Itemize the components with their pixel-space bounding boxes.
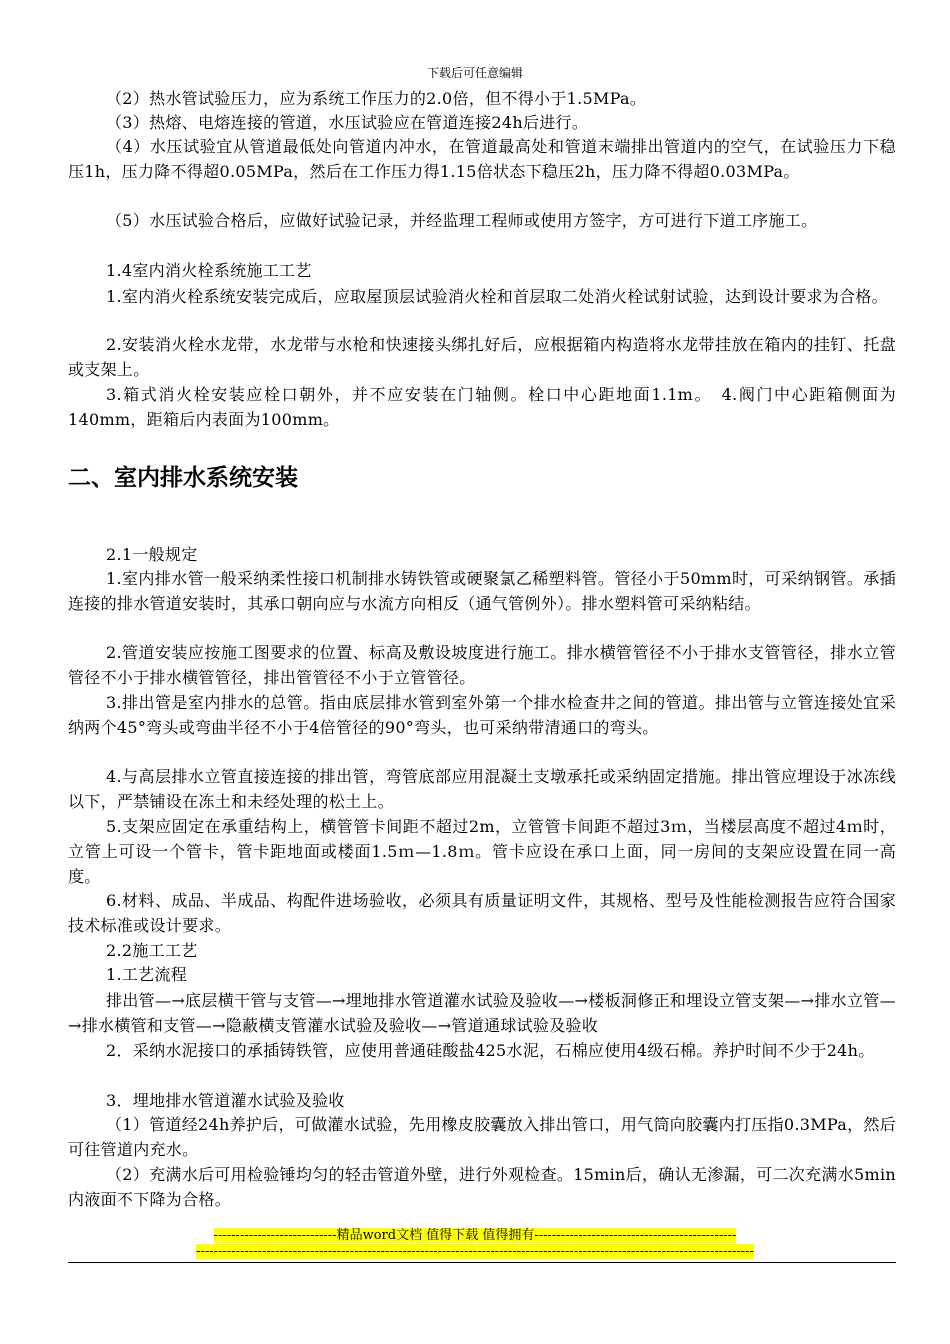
paragraph: 6.材料、成品、半成品、构配件进场验收，必须具有质量证明文件，其规格、型号及性能检测报告应符合国家技术标准或设计要求。 [68, 891, 896, 935]
paragraph: 3．埋地排水管道灌水试验及验收 [106, 1091, 345, 1110]
paragraph: （3）热熔、电熔连接的管道，水压试验应在管道连接24h后进行。 [106, 113, 589, 132]
process-flow: 排出管—→底层横干管与支管—→埋地排水管道灌水试验及验收—→楼板洞修正和埋设立管支架—→排水立管—→排水横管和支管—→隐蔽横支管灌水试验及验收—→管道通球试验及验收 [68, 991, 896, 1035]
paragraph: （4）水压试验宜从管道最低处向管道内冲水，在管道最高处和管道末端排出管道内的空气，在试验压力下稳压1h，压力降不得超0.05MPa，然后在工作压力得1.15倍状态下稳压2h，压力降不得超0.03MPa。 [68, 137, 896, 181]
paragraph: 1.室内消火栓系统安装完成后，应取屋顶层试验消火栓和首层取二处消火栓试射试验，达到设计要求为合格。 [106, 287, 888, 306]
paragraph: 3.排出管是室内排水的总管。指由底层排水管到室外第一个排水检查井之间的管道。排出管与立管连接处宜采纳两个45°弯头或弯曲半径不小于4倍管径的90°弯头，也可采纳带清通口的弯头。 [68, 693, 896, 737]
paragraph: 1.室内排水管一般采纳柔性接口机制排水铸铁管或硬聚氯乙稀塑料管。管径小于50mm时，可采纳钢管。承插连接的排水管道安装时，其承口朝向应与水流方向相反（通气管例外）。排水塑料管可采纳粘结。 [68, 569, 896, 613]
footer-banner-line2 [0, 1244, 950, 1260]
subsection-title: 2.2施工工艺 [106, 941, 198, 960]
footer-rule [68, 1262, 896, 1263]
paragraph: （2）充满水后可用检验锤均匀的轻击管道外壁，进行外观检查。15min后，确认无渗漏，可二次充满水5min内液面不下降为合格。 [68, 1165, 896, 1209]
paragraph: 2.安装消火栓水龙带，水龙带与水枪和快速接头绑扎好后，应根据箱内构造将水龙带挂放在箱内的挂钉、托盘或支架上。 [68, 335, 896, 379]
paragraph: （5）水压试验合格后，应做好试验记录，并经监理工程师或使用方签字，方可进行下道工序施工。 [106, 211, 818, 230]
footer-banner-dashes: ------------------------------------------------------------------------------------------------------------------------------- [196, 1244, 754, 1259]
paragraph: （1）管道经24h养护后，可做灌水试验，先用橡皮胶囊放入排出管口，用气筒向胶囊内打压指0.3MPa，然后可往管道内充水。 [68, 1115, 896, 1159]
footer-banner-text: ----------------------------精品word文档 值得下载 值得拥有---------------------------------------------- [213, 1228, 737, 1243]
paragraph: （2）热水管试验压力，应为系统工作压力的2.0倍，但不得小于1.5MPa。 [106, 89, 647, 108]
paragraph: 2．采纳水泥接口的承插铸铁管，应使用普通硅酸盐425水泥，石棉应使用4级石棉。养护时间不少于24h。 [106, 1041, 875, 1060]
paragraph: 2.管道安装应按施工图要求的位置、标高及敷设坡度进行施工。排水横管管径不小于排水支管管径，排水立管管径不小于排水横管管径，排出管管径不小于立管管径。 [68, 643, 896, 687]
subsection-title: 2.1一般规定 [106, 545, 198, 564]
subsection-title: 1.4室内消火栓系统施工工艺 [106, 261, 312, 280]
paragraph: 5.支架应固定在承重结构上，横管管卡间距不超过2m，立管管卡间距不超过3ｍ，当楼层高度不超过4ｍ时，立管上可设一个管卡，管卡距地面或楼面1.5ｍ—1.8ｍ。管卡应设在承口上面，同一房间的支架应设置在同一高度。 [68, 817, 896, 886]
footer-banner-line1 [0, 1228, 950, 1244]
paragraph: 1.工艺流程 [106, 965, 188, 984]
paragraph: 3.箱式消火栓安装应栓口朝外，并不应安装在门轴侧。栓口中心距地面1.1m。 4.阀门中心距箱侧面为140mm，距箱后内表面为100mm。 [68, 385, 896, 429]
section-heading: 二、室内排水系统安装 [68, 465, 298, 491]
header-note: 下载后可任意编辑 [426, 66, 523, 80]
paragraph: 4.与高层排水立管直接连接的排出管，弯管底部应用混凝土支墩承托或采纳固定措施。排出管应埋设于冰冻线以下，严禁铺设在冻土和未经处理的松土上。 [68, 767, 896, 811]
